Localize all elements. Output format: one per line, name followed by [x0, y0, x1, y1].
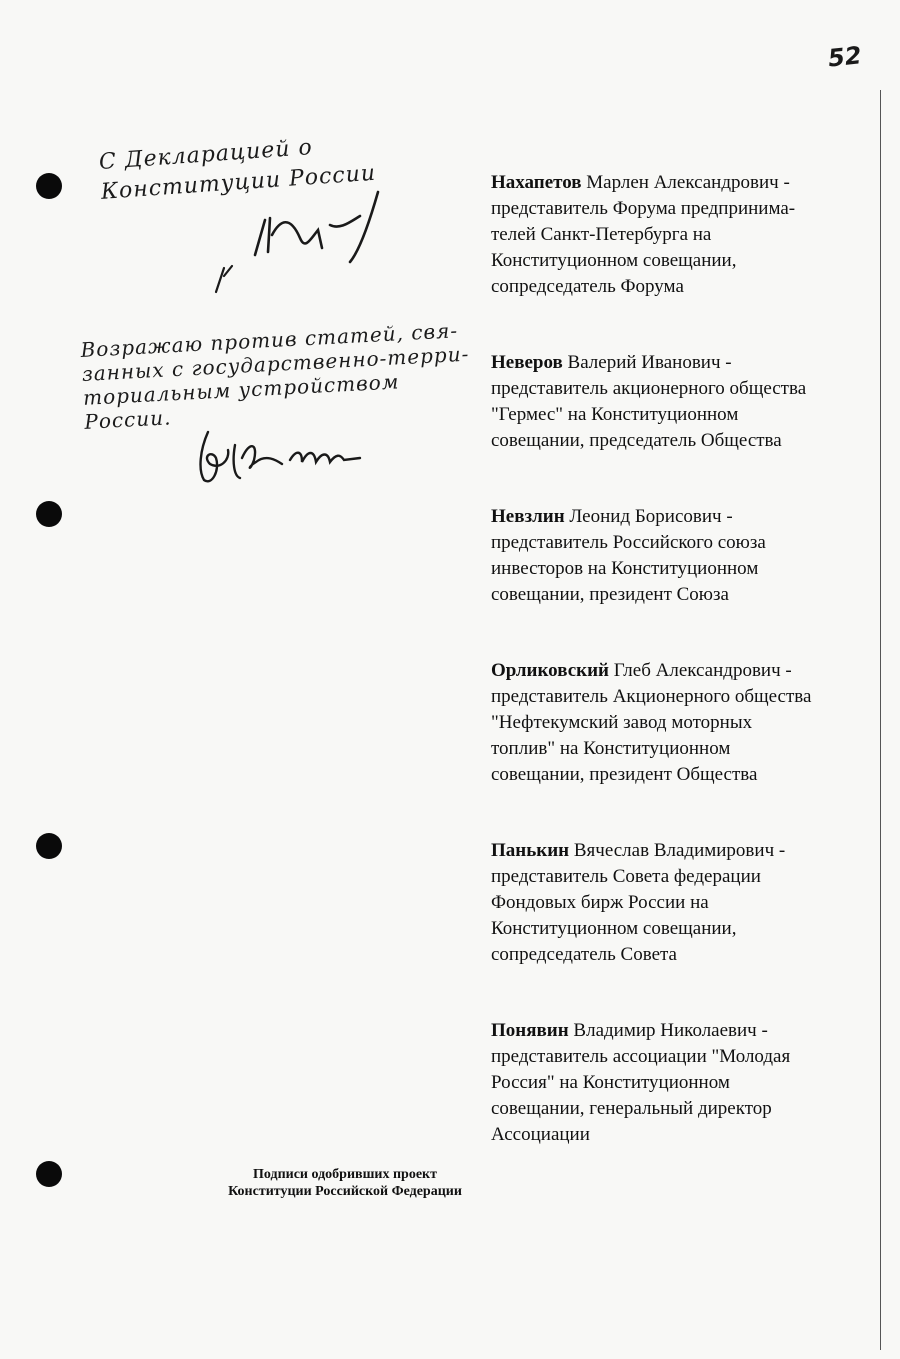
signatory-surname: Панькин: [491, 840, 570, 861]
signatory-role-line: совещании, президент Общества: [491, 764, 758, 785]
signatory-role-line: представитель Российского союза: [491, 532, 766, 553]
page-footer-caption: [200, 1166, 490, 1200]
signatory-name: Леонид Борисович -: [569, 506, 733, 527]
signatory-role-line: Конституционном совещании,: [491, 250, 737, 271]
signatory-role-line: Конституционном совещании,: [491, 918, 737, 939]
signatory-role-line: Фондовых бирж России на: [491, 892, 709, 913]
signatory-role-line: представитель Форума предпринима-: [491, 198, 796, 219]
signatory-role-line: сопредседатель Форума: [491, 276, 684, 297]
signatory-entry: [491, 838, 871, 968]
signature-nakhapetov: [210, 180, 410, 300]
signatory-role-line: совещании, председатель Общества: [491, 430, 782, 451]
signatory-name: Марлен Александрович -: [586, 172, 790, 193]
signatory-role-line: "Гермес" на Конституционном: [491, 404, 739, 425]
signatory-surname: Орликовский: [491, 660, 609, 681]
signatory-role-line: представитель Акционерного общества: [491, 686, 812, 707]
signatory-role-line: телей Санкт-Петербурга на: [491, 224, 712, 245]
signatory-surname: Нахапетов: [491, 172, 582, 193]
punch-hole: [36, 833, 62, 859]
signatory-entry: [491, 170, 871, 300]
signatory-surname: Невзлин: [491, 506, 565, 527]
signatory-role-line: Ассоциации: [491, 1124, 590, 1145]
signatory-role-line: представитель ассоциации "Молодая: [491, 1046, 791, 1067]
signatory-role-line: инвесторов на Конституционном: [491, 558, 759, 579]
caption-line: Подписи одобривших проект: [253, 1167, 437, 1182]
punch-hole: [36, 501, 62, 527]
signatory-role-line: представитель Совета федерации: [491, 866, 761, 887]
caption-line: Конституции Российской Федерации: [228, 1184, 462, 1199]
signatory-name: Валерий Иванович -: [567, 352, 732, 373]
signatory-entry: [491, 1018, 871, 1148]
signatory-surname: Понявин: [491, 1020, 569, 1041]
handwritten-note-objection: Возражаю против статей, свя- занных с государственно-терри- ториальным устройством России.: [80, 318, 470, 434]
signatory-name: Вячеслав Владимирович -: [573, 840, 786, 861]
signatory-role-line: топлив" на Конституционном: [491, 738, 731, 759]
signatory-role-line: представитель акционерного общества: [491, 378, 807, 399]
signatory-name: Владимир Николаевич -: [573, 1020, 768, 1041]
punch-hole: [36, 173, 62, 199]
punch-hole: [36, 1161, 62, 1187]
page-number: 52: [826, 41, 863, 73]
signatory-entry: [491, 350, 871, 454]
signatory-entry: [491, 504, 871, 608]
handwritten-note-declaration: С Декларацией о Конституции России: [98, 135, 377, 205]
signatory-role-line: совещании, генеральный директор: [491, 1098, 772, 1119]
signatory-role-line: совещании, президент Союза: [491, 584, 729, 605]
signatory-role-line: сопредседатель Совета: [491, 944, 677, 965]
signatory-name: Глеб Александрович -: [613, 660, 792, 681]
signatory-role-line: Россия" на Конституционном: [491, 1072, 730, 1093]
signatory-role-line: "Нефтекумский завод моторных: [491, 712, 753, 733]
signatory-entry: [491, 658, 871, 788]
signature-neverov: [190, 420, 390, 490]
page-edge-line: [880, 90, 881, 1350]
signatory-surname: Неверов: [491, 352, 563, 373]
